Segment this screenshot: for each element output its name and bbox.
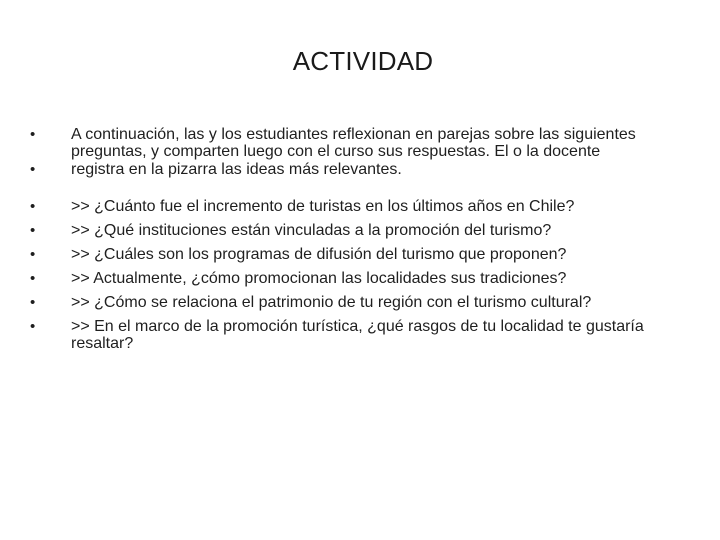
bullet-item-question: • >> ¿Cómo se relaciona el patrimonio de tu región con el turismo cultural?	[30, 294, 680, 311]
bullet-item-instructions: • A continuación, las y los estudiantes reflexionan en parejas sobre las siguientes preguntas, y comparten luego con el curso sus respuestas. El o la docente	[30, 126, 680, 160]
bullet-item-question: • >> Actualmente, ¿cómo promocionan las localidades sus tradiciones?	[30, 270, 680, 287]
bullet-item-question: • >> En el marco de la promoción turística, ¿qué rasgos de tu localidad te gustaría resaltar?	[30, 318, 680, 352]
bullet-item-question: • >> ¿Cuáles son los programas de difusión del turismo que proponen?	[30, 246, 680, 263]
bullet-list	[30, 126, 680, 352]
bullet-item-question: • >> ¿Cuánto fue el incremento de turistas en los últimos años en Chile?	[30, 198, 680, 215]
bullet-item-question: • >> ¿Qué instituciones están vinculadas a la promoción del turismo?	[30, 222, 680, 239]
slide-title: ACTIVIDAD	[292, 46, 434, 76]
bullet-item-register: • registra en la pizarra las ideas más relevantes.	[30, 161, 680, 178]
